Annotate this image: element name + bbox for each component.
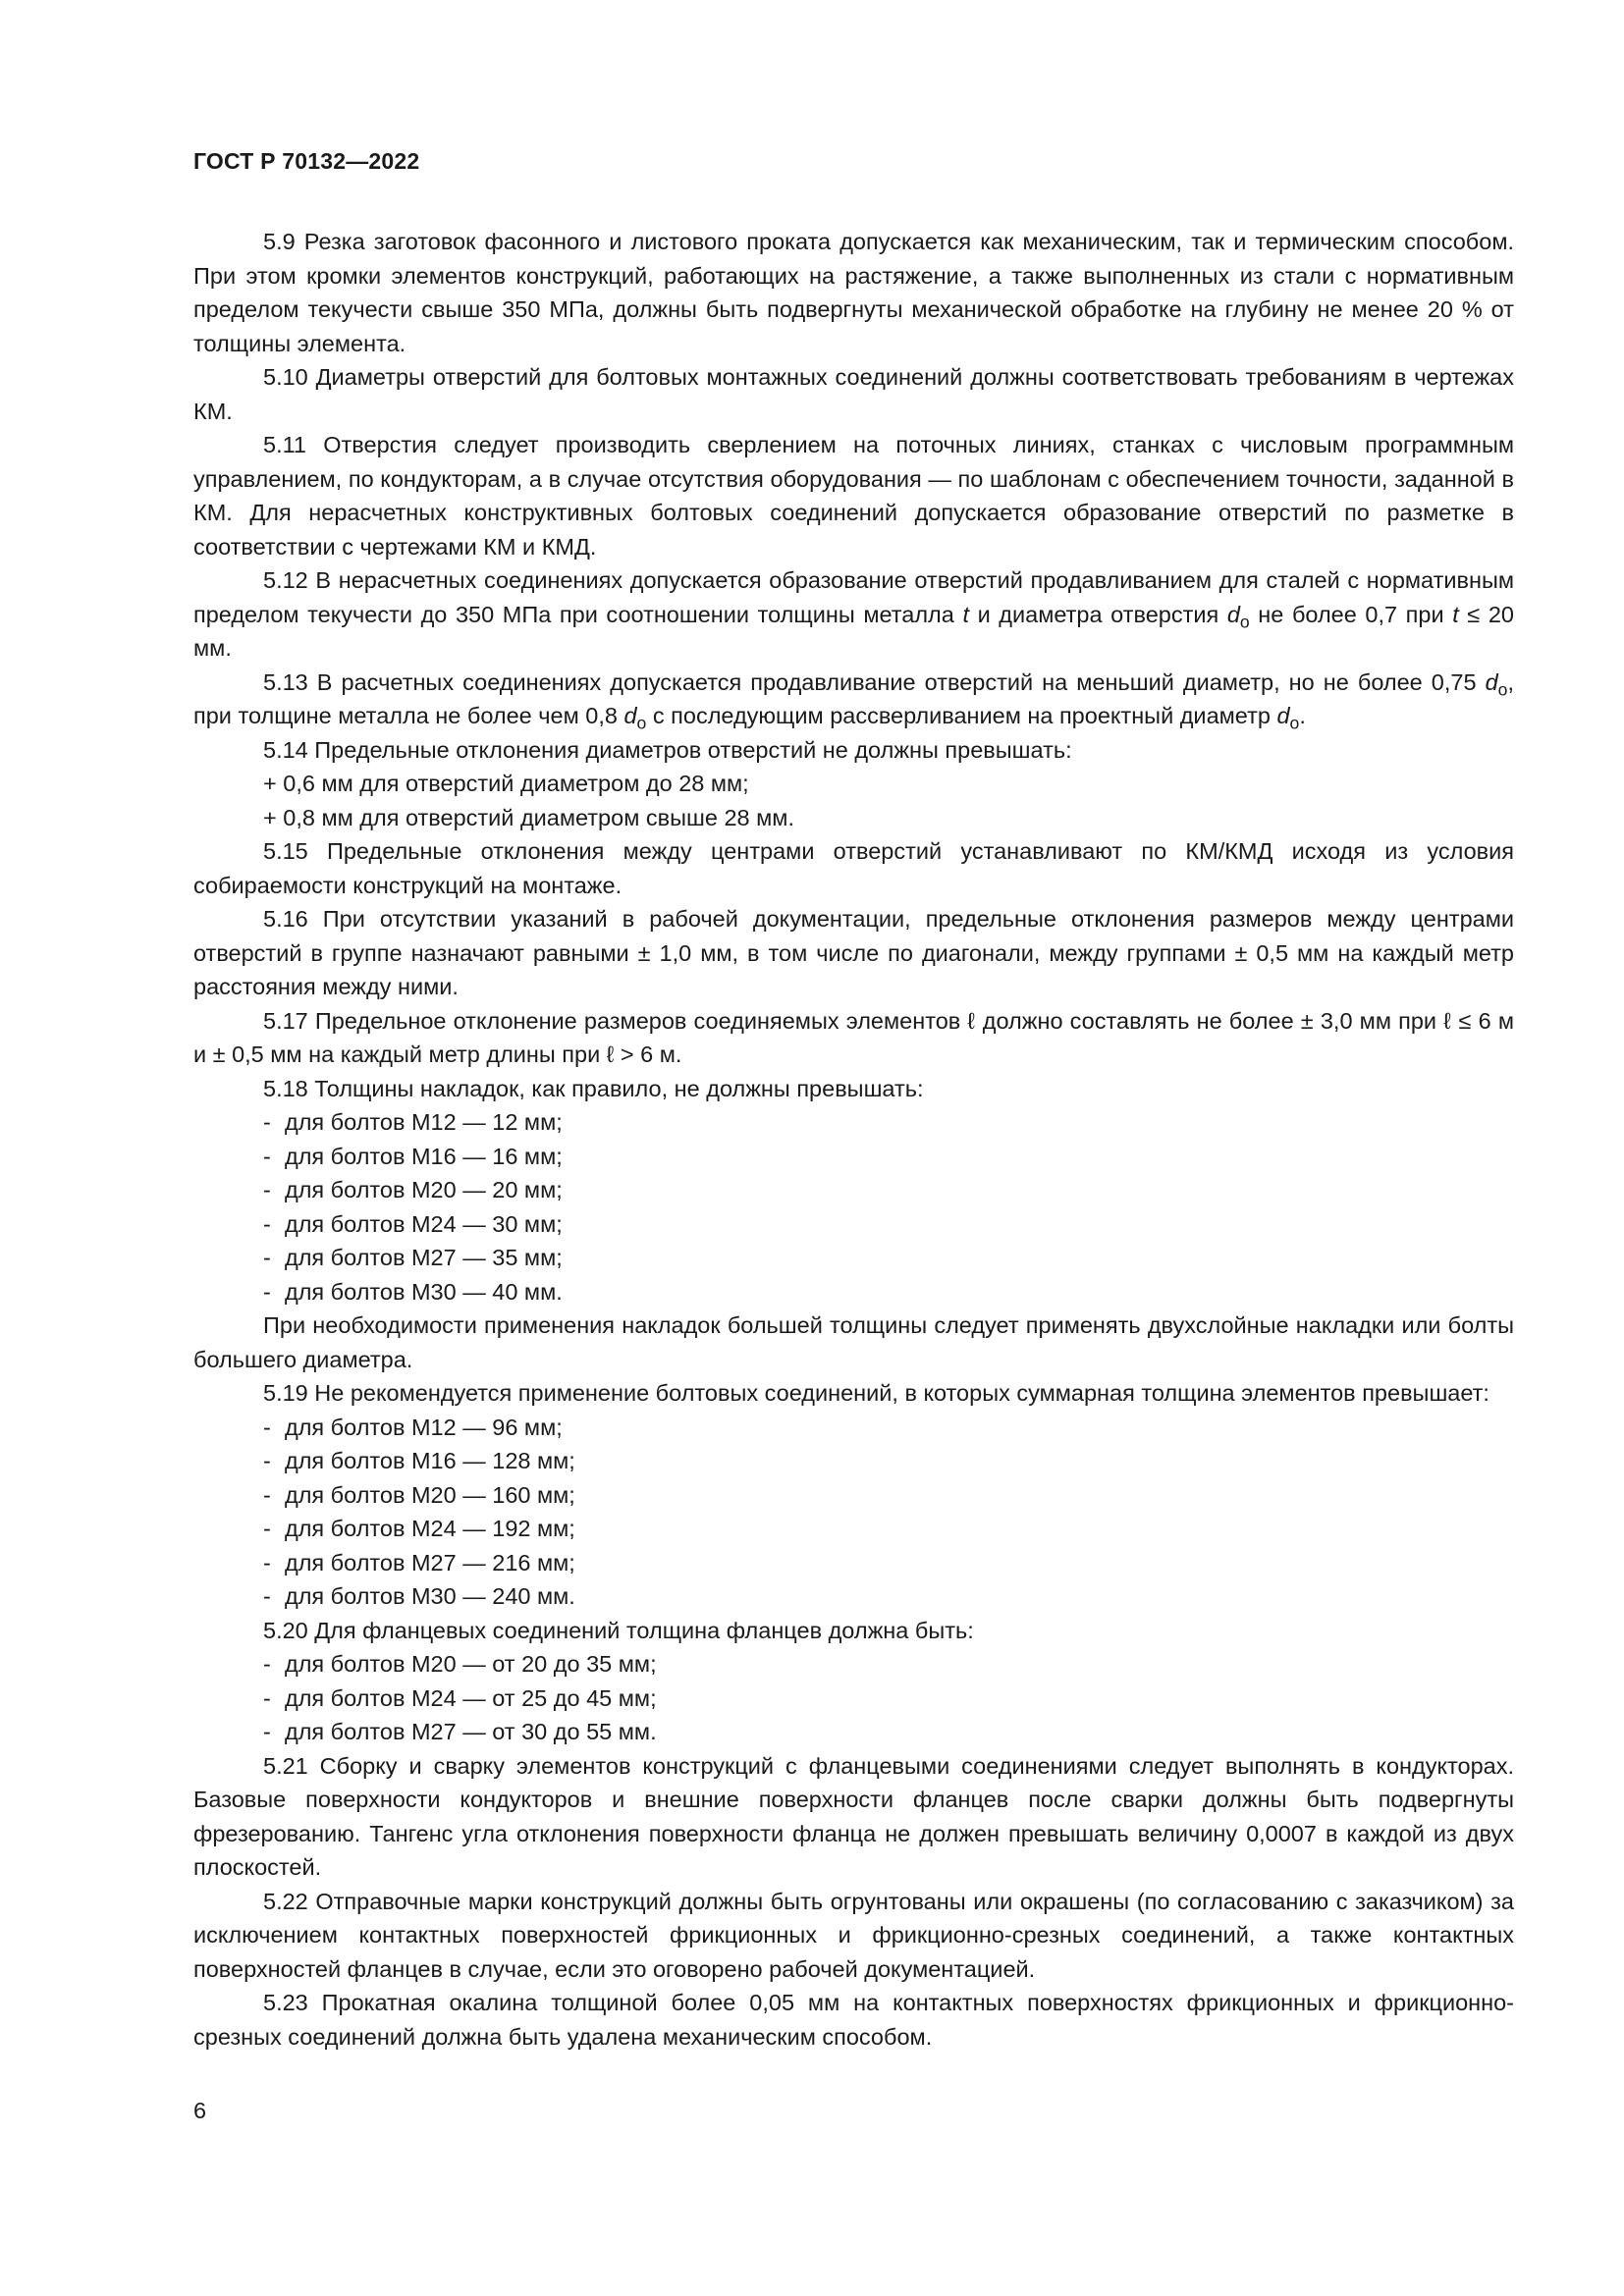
list-item: - для болтов М30 — 240 мм. — [263, 1583, 575, 1609]
paragraph-5-16: 5.16 При отсутствии указаний в рабочей документации, предельные отклонения размеров между центрами отверстий в группе назначают равными ± 1,0 мм, в том числе по диагонали, между группами ± 0,5 мм на каждый метр расстояния между ними. — [193, 906, 1514, 999]
list-item: - для болтов М20 — 20 мм; — [263, 1177, 563, 1202]
paragraph-5-21: 5.21 Сборку и сварку элементов конструкций с фланцевыми соединениями следует выполнять в кондукторах. Базовые поверхности кондукторов и внешние поверхности фланцев после сварки должны быть подвергнуты фрезерованию. Тангенс угла отклонения поверхности фланца не должен превышать величину 0,0007 в каждой из двух плоскостей. — [193, 1752, 1514, 1880]
list-item: - для болтов М24 — 192 мм; — [263, 1516, 575, 1541]
paragraph-5-18: 5.18 Толщины накладок, как правило, не должны превышать: — [263, 1075, 924, 1101]
paragraph-5-11: 5.11 Отверстия следует производить сверлением на поточных линиях, станках с числовым программным управлением, по кондукторам, а в случае отсутствия оборудования — по шаблонам с обеспечением точности, заданной в КМ. Для нерасчетных конструктивных болтовых соединений допускается образование отверстий по разметке в соответствии с чертежами КМ и КМД. — [193, 432, 1514, 560]
paragraph-5-17: 5.17 Предельное отклонение размеров соединяемых элементов ℓ должно составлять не более ± 3,0 мм при ℓ ≤ 6 м и ± 0,5 мм на каждый метр длины при ℓ > 6 м. — [193, 1007, 1514, 1067]
paragraph-5-14: 5.14 Предельные отклонения диаметров отверстий не должны превышать: — [263, 736, 1072, 763]
list-item: - для болтов М12 — 12 мм; — [263, 1109, 563, 1135]
list-item: + 0,8 мм для отверстий диаметром свыше 28 мм. — [263, 804, 794, 830]
paragraph-5-12: 5.12 В нерасчетных соединениях допускается образование отверстий продавливанием для сталей с нормативным пределом текучести до 350 МПа при соотношении толщины металла t и диаметра отверстия $d_о$ не более 0,7 при t ≤ 20 мм. — [193, 567, 1514, 661]
paragraph-5-18-note: При необходимости применения накладок большей толщины следует применять двухслойные накладки или болты большего диаметра. — [193, 1312, 1514, 1372]
list-item: - для болтов М16 — 128 мм; — [263, 1448, 575, 1473]
list-item: - для болтов М27 — от 30 до 55 мм. — [263, 1719, 657, 1744]
document-body — [193, 225, 1514, 2054]
paragraph-5-15: 5.15 Предельные отклонения между центрами отверстий устанавливают по КМ/КМД исходя из условия собираемости конструкций на монтаже. — [193, 838, 1514, 898]
list-item: - для болтов М20 — 160 мм; — [263, 1481, 575, 1508]
list-item: - для болтов М16 — 16 мм; — [263, 1143, 563, 1169]
paragraph-5-13: 5.13 В расчетных соединениях допускается продавливание отверстий на меньший диаметр, но не более 0,75 $d_о$, при толщине металла не более чем 0,8 $d_о$ с последующим рассверливанием на проектный диаметр $d_о$. — [193, 668, 1514, 733]
list-item: - для болтов М20 — от 20 до 35 мм; — [263, 1651, 657, 1677]
paragraph-5-22: 5.22 Отправочные марки конструкций должны быть огрунтованы или окрашены (по согласованию с заказчиком) за исключением контактных поверхностей фрикционных и фрикционно-срезных соединений, а также контактных поверхностей фланцев в случае, если это оговорено рабочей документацией. — [193, 1888, 1514, 1982]
list-item: - для болтов М27 — 35 мм; — [263, 1245, 563, 1270]
list-item: - для болтов М30 — 40 мм. — [263, 1278, 563, 1305]
paragraph-5-19: 5.19 Не рекомендуется применение болтовых соединений, в которых суммарная толщина элементов превышает: — [263, 1380, 1489, 1406]
list-item: - для болтов М27 — 216 мм; — [263, 1549, 575, 1575]
paragraph-5-10: 5.10 Диаметры отверстий для болтовых монтажных соединений должны соответствовать требованиям в чертежах КМ. — [193, 364, 1514, 424]
paragraph-5-9: 5.9 Резка заготовок фасонного и листового проката допускается как механическим, так и термическим способом. При этом кромки элементов конструкций, работающих на растяжение, а также выполненных из стали с нормативным пределом текучести свыше 350 МПа, должны быть подвергнуты механической обработке на глубину не менее 20 % от толщины элемента. — [193, 229, 1514, 356]
list-item: - для болтов М24 — 30 мм; — [263, 1210, 563, 1237]
list-item: + 0,6 мм для отверстий диаметром до 28 мм; — [263, 771, 749, 796]
document-code-header: ГОСТ Р 70132—2022 — [193, 148, 420, 174]
paragraph-5-23: 5.23 Прокатная окалина толщиной более 0,05 мм на контактных поверхностях фрикционных и фрикционно-срезных соединений должна быть удалена механическим способом. — [193, 1990, 1514, 2050]
paragraph-5-20: 5.20 Для фланцевых соединений толщина фланцев должна быть: — [263, 1617, 974, 1643]
list-item: - для болтов М12 — 96 мм; — [263, 1414, 563, 1440]
page-number: 6 — [193, 2098, 207, 2123]
list-item: - для болтов М24 — от 25 до 45 мм; — [263, 1684, 657, 1711]
